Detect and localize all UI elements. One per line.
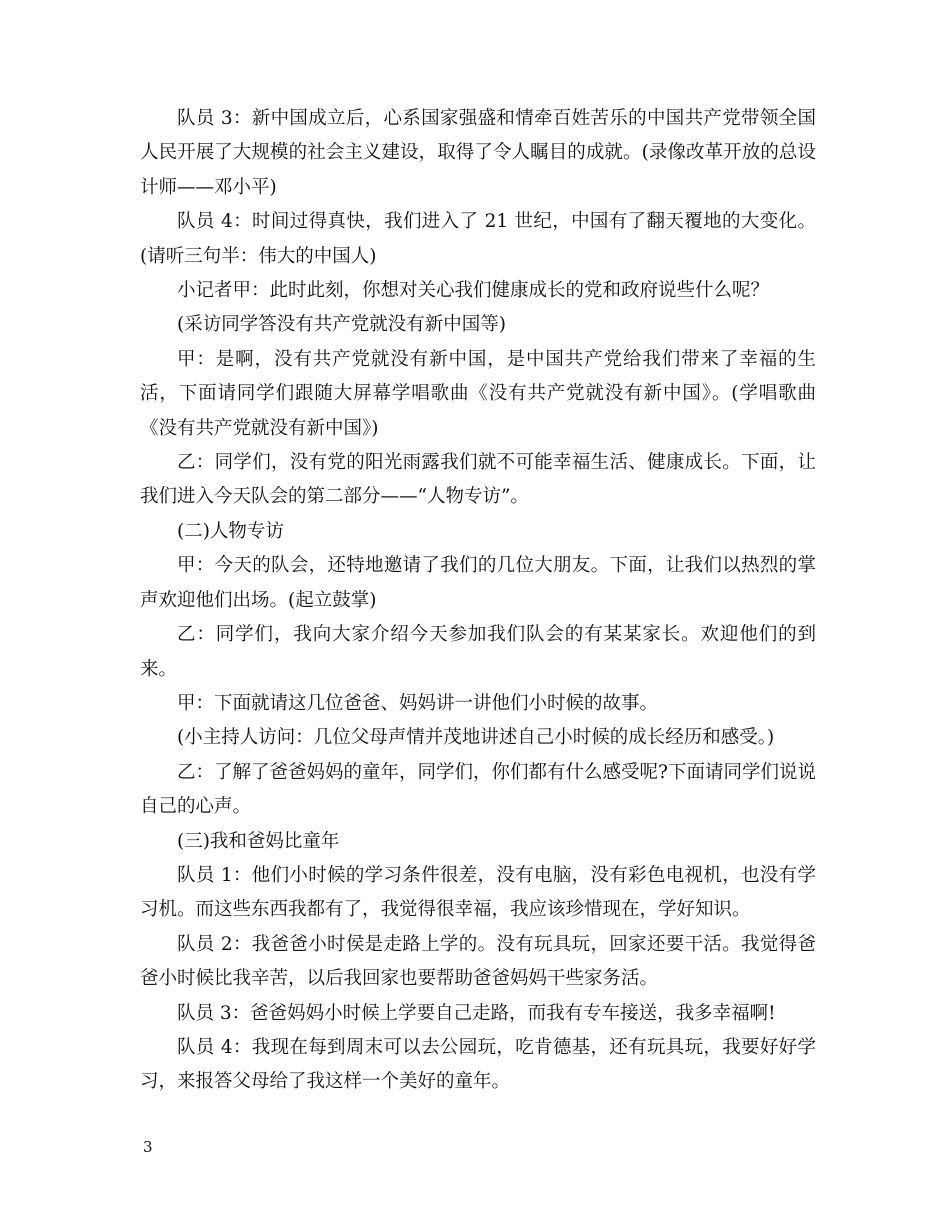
paragraph: 乙：同学们，没有党的阳光雨露我们就不可能幸福生活、健康成长。下面，让我们进入今天队会的第二部分——“人物专访”。 xyxy=(140,452,816,508)
paragraph: 队员 4：我现在每到周末可以去公园玩，吃肯德基，还有玩具玩，我要好好学习，来报答父母给了我这样一个美好的童年。 xyxy=(140,1036,816,1093)
paragraph: 小记者甲：此时此刻，你想对关心我们健康成长的党和政府说些什么呢？ xyxy=(177,280,770,302)
paragraph: 队员 4：时间过得真快，我们进入了 21 世纪，中国有了翻天覆地的大变化。(请听三句半：伟大的中国人) xyxy=(140,211,816,267)
paragraph: 甲：是啊，没有共产党就没有新中国，是中国共产党给我们带来了幸福的生活，下面请同学们跟随大屏幕学唱歌曲《没有共产党就没有新中国》。(学唱歌曲《没有共产党就没有新中国》) xyxy=(140,348,816,439)
paragraph: 乙：了解了爸爸妈妈的童年，同学们，你们都有什么感受呢?下面请同学们说说自己的心声。 xyxy=(140,761,816,818)
paragraph: 甲：下面就请这几位爸爸、妈妈讲一讲他们小时候的故事。 xyxy=(177,692,659,714)
paragraph: (采访同学答没有共产党就没有新中国等) xyxy=(177,314,506,336)
paragraph: 队员 2：我爸爸小时侯是走路上学的。没有玩具玩，回家还要干活。我觉得爸爸小时候比我辛苦，以后我回家也要帮助爸爸妈妈干些家务活。 xyxy=(140,933,816,990)
paragraph: 队员 3：新中国成立后，心系国家强盛和情牵百姓苦乐的中国共产党带领全国人民开展了大规模的社会主义建设，取得了令人瞩目的成就。(录像改革开放的总设计师——邓小平) xyxy=(140,108,816,198)
section-heading: (二)人物专访 xyxy=(177,520,284,542)
document-body xyxy=(140,102,816,1100)
section-heading: (三)我和爸妈比童年 xyxy=(177,830,340,852)
paragraph: 队员 3：爸爸妈妈小时候上学要自己走路，而我有专车接送，我多幸福啊! xyxy=(177,1002,776,1024)
paragraph: 乙：同学们，我向大家介绍今天参加我们队会的有某某家长。欢迎他们的到来。 xyxy=(140,624,816,680)
paragraph: 队员 1：他们小时候的学习条件很差，没有电脑，没有彩色电视机，也没有学习机。而这些东西我都有了，我觉得很幸福，我应该珍惜现在，学好知识。 xyxy=(140,864,816,921)
paragraph: 甲：今天的队会，还特地邀请了我们的几位大朋友。下面，让我们以热烈的掌声欢迎他们出场。(起立鼓掌) xyxy=(140,555,816,611)
paragraph: (小主持人访问：几位父母声情并茂地讲述自己小时候的成长经历和感受。) xyxy=(177,727,775,749)
page-number: 3 xyxy=(143,1138,153,1156)
